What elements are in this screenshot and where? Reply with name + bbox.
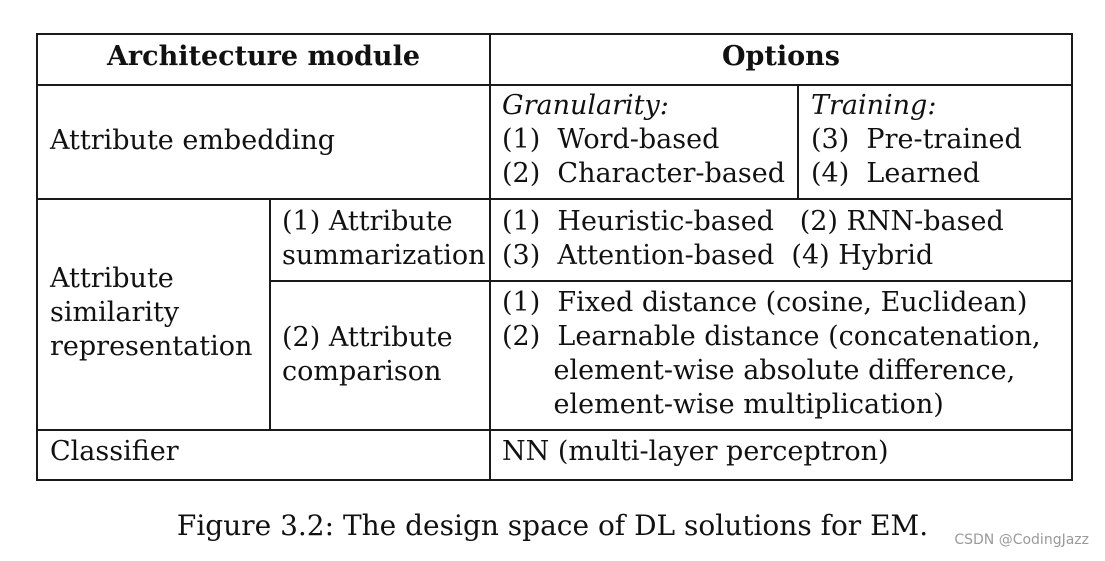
- option-learned: (4) Learned: [811, 158, 980, 189]
- comparison-option-line: element-wise multiplication): [502, 389, 944, 420]
- similarity-divider: [38, 429, 1071, 431]
- similarity-label-line: similarity: [50, 297, 180, 328]
- summarization-option-line: (1) Heuristic-based (2) RNN-based: [502, 206, 1004, 237]
- submodule-divider: [269, 198, 271, 430]
- header-divider: [38, 84, 1071, 86]
- header-architecture-module: Architecture module: [106, 41, 421, 72]
- watermark: CSDN @CodingJazz: [954, 532, 1089, 548]
- granularity-title: Granularity:: [502, 90, 669, 121]
- similarity-label-line: Attribute: [50, 263, 174, 294]
- comparison-option-line: (1) Fixed distance (cosine, Euclidean): [502, 287, 1028, 318]
- option-pre-trained: (3) Pre-trained: [811, 124, 1022, 155]
- training-title: Training:: [811, 90, 937, 121]
- classifier-label: Classifier: [50, 436, 179, 467]
- attribute-comparison-label: [282, 321, 453, 389]
- summarization-option-line: (3) Attention-based (4) Hybrid: [502, 240, 934, 271]
- figure-caption: Figure 3.2: The design space of DL solutions for EM.: [176, 509, 929, 542]
- header-options: Options: [722, 41, 840, 72]
- summarization-divider: [269, 280, 1071, 282]
- granularity-training-divider: [797, 84, 799, 199]
- comparison-option-line: element-wise absolute difference,: [502, 355, 1016, 386]
- training-options: [811, 89, 1022, 191]
- attribute-similarity-label: [50, 262, 252, 364]
- summarization-label-line: (1) Attribute: [282, 206, 453, 237]
- design-space-table: [36, 33, 1073, 481]
- similarity-label-line: representation: [50, 331, 253, 362]
- granularity-options: [502, 89, 785, 191]
- attribute-embedding-label: Attribute embedding: [50, 125, 336, 156]
- comparison-option-line: (2) Learnable distance (concatenation,: [502, 321, 1041, 352]
- comparison-label-line: comparison: [282, 356, 442, 387]
- summarization-options: [502, 205, 1004, 273]
- comparison-label-line: (2) Attribute: [282, 322, 453, 353]
- embedding-divider: [38, 198, 1071, 200]
- attribute-summarization-label: [282, 205, 486, 273]
- option-character-based: (2) Character-based: [502, 158, 786, 189]
- module-options-divider: [489, 35, 491, 479]
- option-word-based: (1) Word-based: [502, 124, 720, 155]
- comparison-options: [502, 286, 1041, 422]
- summarization-label-line: summarization: [282, 240, 486, 271]
- classifier-options: NN (multi-layer perceptron): [502, 436, 889, 467]
